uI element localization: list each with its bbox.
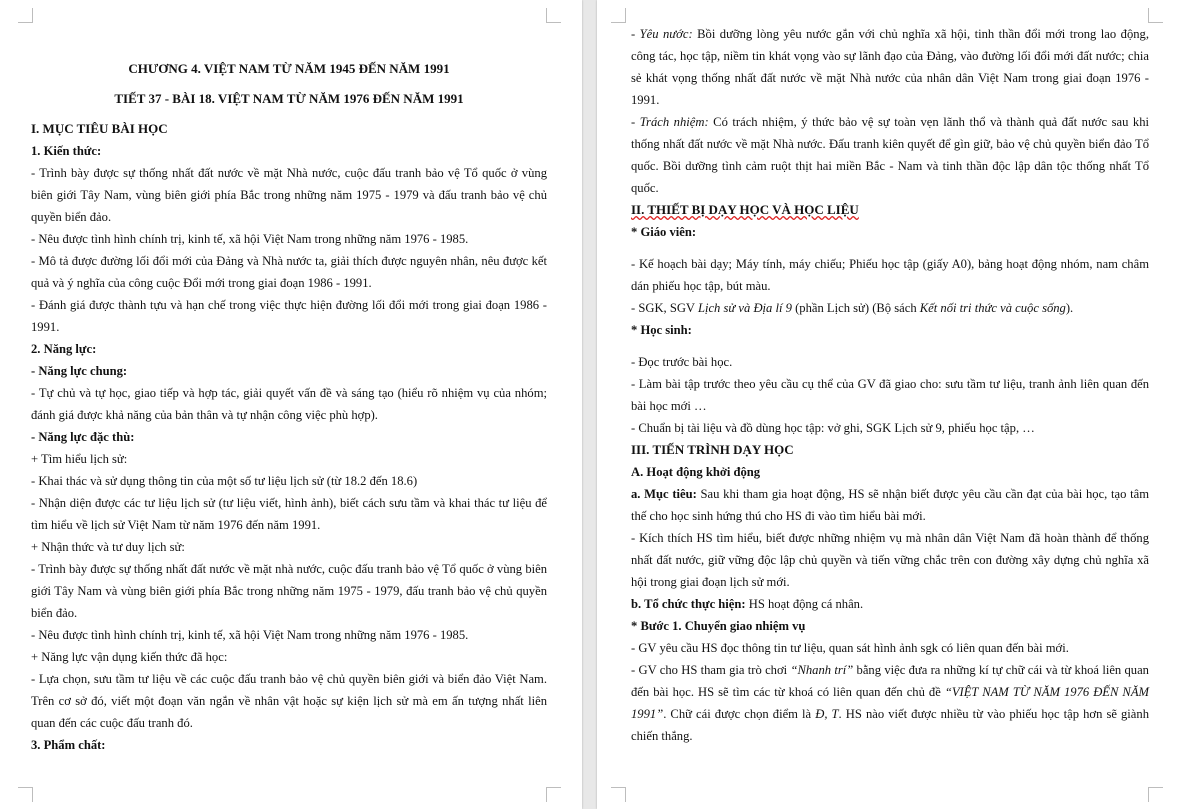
paragraph: - Làm bài tập trước theo yêu cầu cụ thể của GV đã giao cho: sưu tầm tư liệu, tranh ảnh liên quan đến bài học mới … [631, 377, 1149, 413]
subsection-heading: * Học sinh: [631, 323, 692, 337]
text: bằng việc đưa ra những kí tự chữ cái và từ khoá liên quan đến bài học. HS sẽ tìm các từ khoá có liên quan đến chủ đề [631, 663, 1149, 699]
paragraph [631, 111, 1149, 199]
paragraph: - Kích thích HS tìm hiểu, biết được những nhiệm vụ mà nhân dân Việt Nam đã hoàn thành để thống nhất đất nước, giữ vững độc lập chủ quyền và tiến vững chắc trên con đường xây dựng chủ nghĩa xã hội trong giai đoạn lịch sử mới. [631, 531, 1149, 589]
game-name: “Nhanh trí” [790, 663, 854, 677]
paragraph [631, 297, 1149, 319]
text: . Chữ cái được chọn điểm là [663, 707, 816, 721]
bold-label: b. Tổ chức thực hiện: [631, 597, 746, 611]
paragraph: + Tìm hiểu lịch sử: [31, 452, 128, 466]
paragraph: - Trình bày được sự thống nhất đất nước về mặt Nhà nước, cuộc đấu tranh bảo vệ Tổ quốc ở vùng biên giới Tây Nam, vùng biên giới phía Bắc trong những năm 1975 - 1979 và đấu tranh bảo vệ chủ quyền biển đảo. [31, 166, 547, 224]
paragraph: - Kế hoạch bài dạy; Máy tính, máy chiếu; Phiếu học tập (giấy A0), bảng hoạt động nhóm, nam châm dán phiếu học tập, bút màu. [631, 257, 1149, 293]
paragraph: - Nêu được tình hình chính trị, kinh tế, xã hội Việt Nam trong những năm 1976 - 1985. [31, 232, 469, 246]
paragraph-text: Có trách nhiệm, ý thức bảo vệ sự toàn vẹn lãnh thổ và thành quả đất nước sau khi thống nhất đất nước về mặt Nhà nước. Đấu tranh kiên quyết để gìn giữ, bảo vệ chủ quyền biển đảo Tổ quốc. Bồi dưỡng tình cảm ruột thịt hai miền Bắc - Nam và tinh thần độc lập dân tộc thống nhất Tổ quốc. [631, 115, 1149, 195]
section-heading: I. MỤC TIÊU BÀI HỌC [31, 121, 168, 136]
page-corner-mark [611, 787, 626, 802]
book-series: Kết nối tri thức và cuộc sống [919, 301, 1066, 315]
book-title: Lịch sử và Địa lí 9 [697, 301, 792, 315]
paragraph: - Mô tả được đường lối đổi mới của Đảng và Nhà nước ta, giải thích được nguyên nhân, nêu được kết quả và ý nghĩa của công cuộc Đổi mới trong giai đoạn 1986 - 1991. [31, 254, 547, 290]
text: (phần Lịch sử) (Bộ sách [791, 301, 920, 315]
paragraph [631, 483, 1149, 527]
paragraph: + Nhận thức và tư duy lịch sử: [31, 540, 185, 554]
page-corner-mark [18, 787, 33, 802]
paragraph: - Tự chủ và tự học, giao tiếp và hợp tác, giải quyết vấn đề và sáng tạo (hiểu rõ nhiệm vụ của nhóm; đánh giá được khả năng của bản thân và tự nhận công việc phù hợp). [31, 386, 547, 422]
spacer [631, 341, 1149, 351]
paragraph [631, 659, 1149, 747]
paragraph [631, 23, 1149, 111]
paragraph: + Năng lực vận dụng kiến thức đã học: [31, 650, 228, 664]
paragraph: - Khai thác và sử dụng thông tin của một số tư liệu lịch sử (từ 18.2 đến 18.6) [31, 474, 418, 488]
paragraph [631, 593, 1149, 615]
page-content [631, 23, 1149, 747]
paragraph: - Lựa chọn, sưu tầm tư liệu về các cuộc đấu tranh bảo vệ chủ quyền biên giới và biển đảo Việt Nam. Trên cơ sở đó, viết một đoạn văn ngắn về nhân vật hoặc sự kiện lịch sử mà em ấn tượng nhất liên quan đến các cuộc đấu tranh đó. [31, 672, 547, 730]
subsection-heading: 2. Năng lực: [31, 342, 97, 356]
paragraph: - Chuẩn bị tài liệu và đồ dùng học tập: vở ghi, SGK Lịch sử 9, phiếu học tập, … [631, 421, 1035, 435]
letters: Đ, T [815, 707, 839, 721]
paragraph: - Nêu được tình hình chính trị, kinh tế, xã hội Việt Nam trong những năm 1976 - 1985. [31, 628, 469, 642]
text: - GV cho HS tham gia trò chơi [631, 663, 791, 677]
italic-label: - Trách nhiệm: [631, 115, 709, 129]
subsection-heading: - Năng lực chung: [31, 364, 128, 378]
bold-label: a. Mục tiêu: [631, 487, 697, 501]
subsection-heading: - Năng lực đặc thù: [31, 430, 135, 444]
page-content [31, 58, 547, 756]
paragraph: - Nhận diện được các tư liệu lịch sử (tư liệu viết, hình ảnh), biết cách sưu tầm và khai thác tư liệu để tìm hiểu về lịch sử Việt Nam từ năm 1976 đến năm 1991. [31, 496, 547, 532]
page-corner-mark [611, 8, 626, 23]
page-corner-mark [1148, 787, 1163, 802]
paragraph: - Đọc trước bài học. [631, 355, 733, 369]
subsection-heading: A. Hoạt động khởi động [631, 465, 761, 479]
paragraph: - GV yêu cầu HS đọc thông tin tư liệu, quan sát hình ảnh sgk có liên quan đến bài mới. [631, 641, 1069, 655]
paragraph-text: HS hoạt động cá nhân. [745, 597, 864, 611]
topic-name: “VIỆT NAM TỪ NĂM 1976 ĐẾN NĂM 1991” [631, 685, 1149, 721]
chapter-title: CHƯƠNG 4. VIỆT NAM TỪ NĂM 1945 ĐẾN NĂM 1991 [128, 61, 450, 76]
lesson-title: TIẾT 37 - BÀI 18. VIỆT NAM TỪ NĂM 1976 ĐẾN NĂM 1991 [114, 91, 464, 106]
subsection-heading: 3. Phẩm chất: [31, 738, 106, 752]
subsection-heading: * Giáo viên: [631, 225, 697, 239]
document-page-left [0, 0, 582, 809]
section-heading [631, 199, 1149, 221]
section-heading: III. TIẾN TRÌNH DẠY HỌC [631, 442, 794, 457]
paragraph-text: Sau khi tham gia hoạt động, HS sẽ nhận biết được yêu cầu cần đạt của bài học, tạo tâm thế cho học sinh hứng thú cho HS đi vào tìm hiểu bài mới. [631, 487, 1149, 523]
section-heading-text: II. THIẾT BỊ DẠY HỌC VÀ HỌC LIỆU [631, 202, 859, 217]
page-corner-mark [546, 787, 561, 802]
text: - SGK, SGV [631, 301, 698, 315]
page-corner-mark [1148, 8, 1163, 23]
paragraph-text: Bồi dưỡng lòng yêu nước gắn với chủ nghĩa xã hội, tinh thần đổi mới trong lao động, công tác, học tập, niềm tin khát vọng vào sự lãnh đạo của Đảng, vào đường lối đổi mới đất nước; chia sẻ khát vọng thống nhất đất nước về mặt Nhà nước của nhân dân Việt Nam trong giai đoạn 1976 - 1991. [631, 27, 1149, 107]
subsection-heading: 1. Kiến thức: [31, 144, 102, 158]
page-corner-mark [546, 8, 561, 23]
text: . HS nào viết được nhiều từ vào phiếu học tập hơn sẽ giành chiến thắng. [631, 707, 1149, 743]
italic-label: - Yêu nước: [631, 27, 693, 41]
paragraph: - Đánh giá được thành tựu và hạn chế trong việc thực hiện đường lối đổi mới trong giai đoạn 1986 - 1991. [31, 298, 547, 334]
document-page-right [597, 0, 1177, 809]
paragraph: - Trình bày được sự thống nhất đất nước về mặt nhà nước, cuộc đấu tranh bảo vệ Tổ quốc ở vùng biên giới Tây Nam và vùng biên giới phía Bắc trong những năm 1975 - 1979, đấu tranh bảo vệ chủ quyền biển đảo. [31, 562, 547, 620]
subsection-heading: * Bước 1. Chuyển giao nhiệm vụ [631, 619, 806, 633]
text: ). [1065, 301, 1074, 315]
spacer [631, 243, 1149, 253]
page-corner-mark [18, 8, 33, 23]
